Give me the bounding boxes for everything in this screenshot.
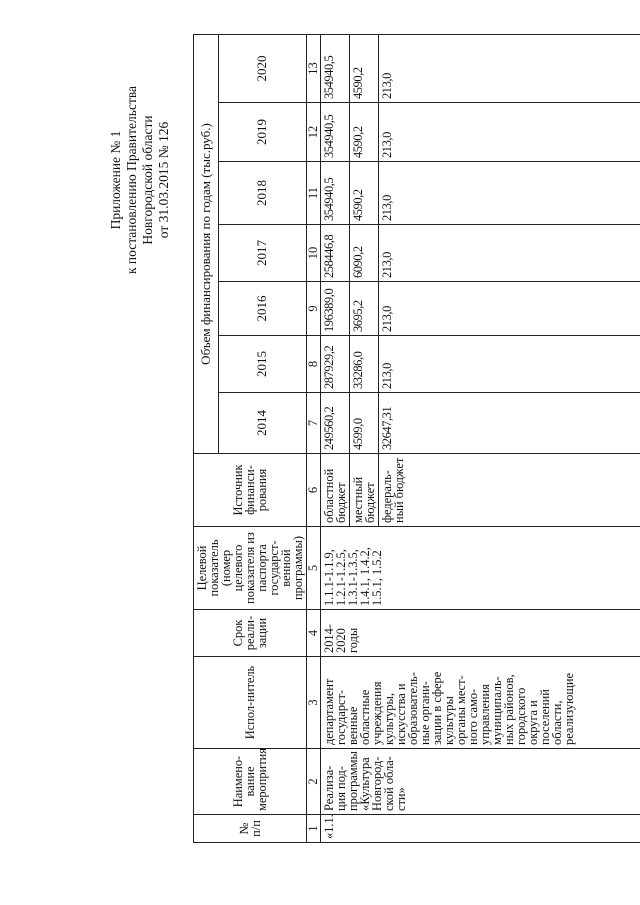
value-local-2015: 33286,0 [350, 336, 379, 393]
column-number: 6 [307, 454, 321, 527]
year-header: 2018 [218, 162, 306, 225]
column-number: 11 [307, 162, 321, 225]
value-regional-2019: 354940,5 [321, 103, 350, 162]
value-regional-2014: 249560,2 [321, 393, 350, 454]
header-target: Целевой показатель (номер целевого показателя из паспорта государст-венной программы) [194, 527, 307, 610]
value-federal-2017: 213,0 [379, 225, 640, 282]
year-header: 2019 [218, 103, 306, 162]
value-federal-2015: 213,0 [379, 336, 640, 393]
header-executor: Испол-нитель [194, 657, 307, 749]
column-number: 9 [307, 282, 321, 336]
value-federal-2016: 213,0 [379, 282, 640, 336]
value-regional-2018: 354940,5 [321, 162, 350, 225]
value-local-2018: 4590,2 [350, 162, 379, 225]
year-header: 2017 [218, 225, 306, 282]
value-federal-2014: 32647,31 [379, 393, 640, 454]
column-number: 8 [307, 336, 321, 393]
source-regional: областной бюджет [321, 454, 350, 527]
value-federal-2020: 213,0 [379, 34, 640, 102]
column-number: 3 [307, 657, 321, 749]
header-line-3: Новгородской области [140, 115, 155, 245]
header-source: Источник финанси-рования [194, 454, 307, 527]
year-header: 2015 [218, 336, 306, 393]
value-federal-2019: 213,0 [379, 103, 640, 162]
value-local-2017: 6090,2 [350, 225, 379, 282]
column-number: 7 [307, 393, 321, 454]
column-number: 5 [307, 527, 321, 610]
header-term: Срок реали-зации [194, 610, 307, 657]
row-executor: департамент государст-венные областные учреждения культуры, искусства и образователь-ные органи-зации в сфере культуры органы мест-ного само-управления муниципаль-ных районов, городского округа и поселений области, реализующие [321, 657, 640, 749]
financing-table [193, 34, 640, 843]
value-federal-2018: 213,0 [379, 162, 640, 225]
year-header: 2014 [218, 393, 306, 454]
column-number: 10 [307, 225, 321, 282]
header-name: Наимено-вание меропрития [194, 749, 307, 815]
value-local-2016: 3695,2 [350, 282, 379, 336]
document-header [108, 15, 172, 345]
header-num: № п/п [194, 815, 307, 843]
column-number: 4 [307, 610, 321, 657]
header-line-1: Приложение № 1 [108, 130, 123, 230]
value-regional-2016: 196389,0 [321, 282, 350, 336]
value-regional-2015: 287929,2 [321, 336, 350, 393]
source-local: местный бюджет [350, 454, 379, 527]
row-term: 2014-2020 годы [321, 610, 640, 657]
header-line-4: от 31.03.2015 № 126 [156, 121, 171, 239]
value-regional-2017: 258446,8 [321, 225, 350, 282]
header-line-2: к постановлению Правительства [124, 85, 139, 275]
row-name: Реализа-ция под-программы «Культура Новгород-ской обла-сти» [321, 749, 640, 815]
value-local-2019: 4590,2 [350, 103, 379, 162]
value-local-2014: 4599,0 [350, 393, 379, 454]
year-header: 2016 [218, 282, 306, 336]
column-number: 1 [307, 815, 321, 843]
value-local-2020: 4590,2 [350, 34, 379, 102]
source-federal: федераль-ный бюджет [379, 454, 640, 527]
column-number: 2 [307, 749, 321, 815]
row-num: «1.1. [321, 815, 640, 843]
year-header: 2020 [218, 34, 306, 102]
row-target: 1.1.1-1.1.9, 1.2.1-1.2.5, 1.3.1-1.3.5, 1.4.1, 1.4.2, 1.5.1, 1.5.2 [321, 527, 640, 610]
column-number: 13 [307, 34, 321, 102]
header-financing: Объем финансирования по годам (тыс.руб.) [194, 34, 219, 453]
value-regional-2020: 354940,5 [321, 34, 350, 102]
column-number: 12 [307, 103, 321, 162]
